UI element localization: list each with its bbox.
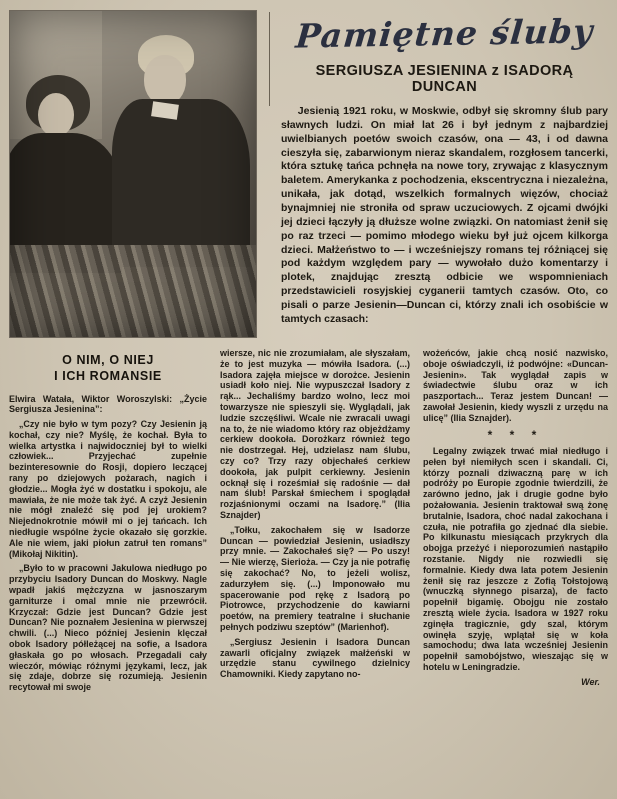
top-section <box>9 10 608 338</box>
article-paragraph: wiersze, nic nie zrozumiałam, ale słyszałam, że to jest muzyka — mówiła Isadora. (...) Isadora zajęła miejsce w dorożce. Jesienin usiadł koło niej. Nie wypuszczał Isadory z rąk... Jechaliśmy bardzo wolno, lecz moi towarzysze nie spieszyli się. Wyglądali, jak ludzie szczęśliwi. Wcale nie zwracali uwagi na to, że nie wiadomo który raz objeżdżamy cerkiew dookoła. Dorożkarz również tego nie dostrzegał. Hej, udzielasz nam ślubu, czy co? Trzy razy objechałeś cerkiew dookoła, jak pulpit cerkiewny. Jesienin ocknął się i roześmiał się radośnie — dał nam ślub! Parskał śmiechem i spoglądał rozjaśnionymi oczami na Isadorę.” (Ilia Sznajder) <box>220 348 410 520</box>
column-right <box>423 348 608 697</box>
article-paragraph: wożeńców, jakie chcą nosić nazwisko, oboje oświadczyli, iż podwójne: «Duncan-Jesienin». Tak wyglądał zapis w świadectwie ślubu oraz w ich paszportach... Teraz jestem Duncan! — zawołał Jesienin, kiedy wyszli z urzędu na ulicę” (Ilia Sznajder). <box>423 348 608 423</box>
section-heading <box>9 352 207 385</box>
article-columns <box>9 348 608 697</box>
author-signature: Wer. <box>581 676 600 687</box>
header-and-intro <box>269 10 608 338</box>
intro-paragraph: Jesienią 1921 roku, w Moskwie, odbył się skromny ślub pary sławnych ludzi. On miał lat 26 i był jednym z najbardziej uwielbianych poetów swoich czasów, ona — 43, i od dawna cieszyła się, zabarwionym nieraz skandalem, rozgłosem tancerki, która sztukę tańca pchnęła na nowe tory, zrywając z klasycznym baletem. Amerykanka z pochodzenia, ekscentryczna i niezależna, unikała, jak dotąd, wszelkich formalnych więzów, chociaż bynajmniej nie stroniła od spraw uczuciowych. Z ojcami dwójki jej dzieci łączyły ją dłuższe wolne związki. On natomiast żenił się po raz trzeci — pomimo młodego wieku był już ojcem kilkorga dzieci. Małżeństwo to — i wcześniejszy romans tej różniącej się pod każdym względem pary — wywołało dużo komentarzy i plotek, znajdując zresztą odbicie we wspomnieniach przedstawicieli rosyjskiej cyganerii tamtych czasów. Oto, co pisali o parze Jesienin—Duncan ci, którzy znali ich osobiście w tamtych czasach: <box>281 105 608 325</box>
page-subtitle: SERGIUSZA JESIENINA z ISADORĄ DUNCAN <box>315 63 574 95</box>
article-paragraph: „Było to w pracowni Jakulowa niedługo po przybyciu Isadory Duncan do Moskwy. Nagle wpadł jakiś mężczyzna w jasnoszarym garniturze i omal mnie nie przewrócił. Krzyczał: Gdzie jest Duncan? Gdzie jest Duncan? Nie poznałem Jesienina w pierwszej chwili. (...) Nieco później Jesienin klęczał obok Isadory półleżącej na sofie, a Isadora głaskała go po włosach. Przegadali cały wieczór, mówiąc różnymi językami, lecz, jak się zdaje, dobrze się rozumieją. Jesienin recytował mi swoje <box>9 563 207 693</box>
column-middle <box>220 348 410 697</box>
article-paragraph: Legalny związek trwać miał niedługo i pełen był niemiłych scen i skandali. Ci, którzy poznali dziwaczną parę w ich podróży po Europie zgodnie twierdzili, że zarówno jedno, jak i drugie godne było pożałowania. Jesienin traktował swą żonę brutalnie, Isadora, choć nadal zakochana i czuła, nie potrafiła go zjednać dla siebie. Po kilkunastu miesiącach przykrych dla obojga przeżyć i nieporozumień nastąpiło rozstanie. Nigdy nie rozwiedli się formalnie. Kiedy dwa lata potem Jesienin żenił się raz jeszcze z Zofią Tołstojową (wnuczką słynnego pisarza), de facto popełnił bigamię. Obojgu nie zostało zresztą wiele życia. Isadora w 1927 roku zginęła tragicznie, gdy szal, którym owinęła szyję, wplątał się w koła samochodu; dwa lata wcześniej Jesienin popełnił samobójstwo, wieszając się w hotelu w Leningradzie. <box>423 445 608 672</box>
page-title: Pamiętne śluby <box>294 11 595 56</box>
photo-vignette <box>10 11 256 337</box>
section-separator: * * * <box>487 427 544 442</box>
column-left <box>9 348 207 697</box>
section-heading-line2: I ICH ROMANSIE <box>54 369 162 384</box>
section-heading-line1: O NIM, O NIEJ <box>62 353 154 367</box>
article-paragraph: „Sergiusz Jesienin i Isadora Duncan zawarli oficjalny związek małżeński w urzędzie stanu cywilnego dzielnicy Chamowniki. Kiedy zapytano no- <box>220 636 410 680</box>
article-paragraph: „Tołku, zakochałem się w Isadorze Duncan — powiedział Jesienin, usiadłszy przy mnie. — Zakochałeś się? — Po uszy! — Nie wierzę, Sierioża. — Czy ja nie potrafię się zakochać? No, to jeżeli wolisz, zadurzyłem się. (...) Imponowało mu spacerowanie pod rękę z Isadorą po Piotrowce, przychodzenie do kawiarni poetów, na premiery teatralne i słuchanie pełnych podziwu szeptów” (Marienhof). <box>220 524 410 632</box>
photo-yesenin-duncan <box>9 10 257 338</box>
article-paragraph: „Czy nie było w tym pozy? Czy Jesienin ją kochał, czy nie? Myślę, że kochał. Była to wielka artystka i najwidoczniej był to wielki człowiek... Przyjechać zupełnie bezinteresownie do Rosji, dopiero leczącej rany po dziejowych pożarach, nagich i głodzie... Mogła żyć w dostatku i spokoju, ale mawiała, że nie może tak żyć. A czyż Jesienin nie mógł znaleźć się pod jej urokiem? Niejednokrotnie mówił mi o jej tańcach. Ich niedługie wspólne życie okazało się gorzkie. Ale nie wiem, jaki piołun zatruł ten romans” (Mikołaj Nikitin). <box>9 419 207 559</box>
author-line: Elwira Watała, Wiktor Woroszylski: „Życie Sergiusza Jesienina”: <box>9 393 207 415</box>
